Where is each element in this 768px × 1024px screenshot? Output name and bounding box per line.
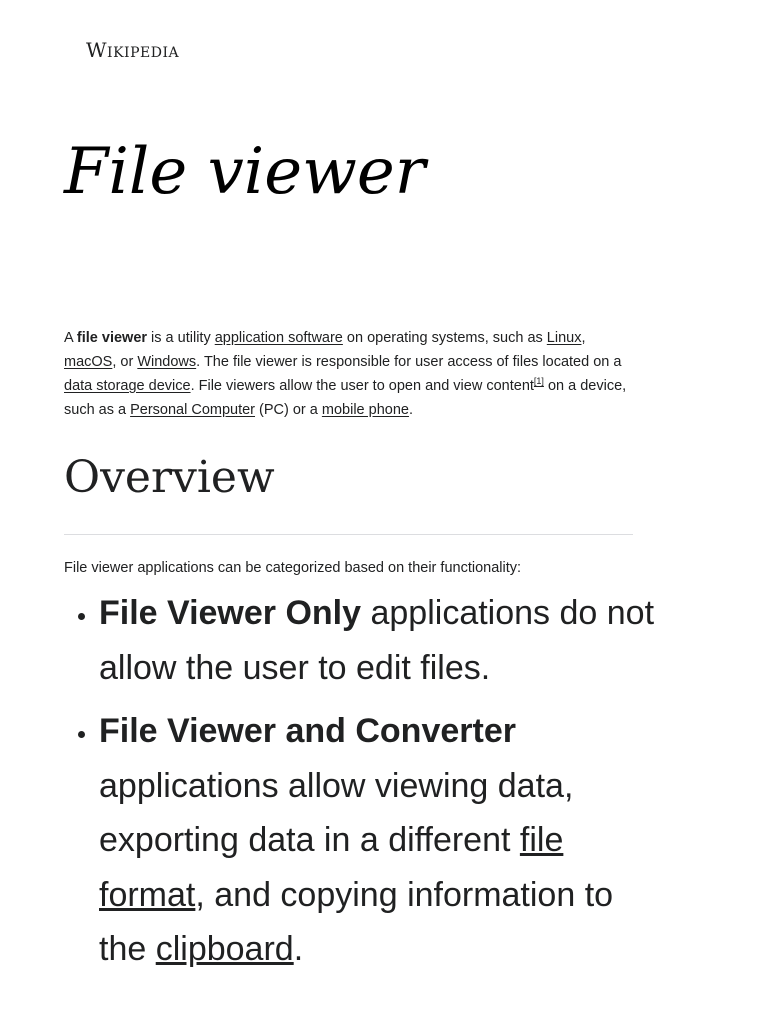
- list-item-term: File Viewer and Converter: [99, 712, 516, 750]
- intro-text: on operating systems, such as: [342, 330, 547, 346]
- intro-text: (PC) or a: [255, 402, 322, 418]
- list-item: [99, 704, 659, 977]
- intro-text: .: [408, 402, 413, 418]
- citation-link[interactable]: [1]: [533, 376, 544, 387]
- category-list: [64, 586, 659, 986]
- list-item-text: .: [293, 930, 304, 968]
- link-data-storage-device[interactable]: data storage device: [64, 378, 191, 394]
- section-divider: [64, 534, 633, 535]
- overview-lead-in: File viewer applications can be categorized based on their functionality:: [64, 560, 522, 576]
- link-file-format[interactable]: file format: [99, 821, 564, 914]
- list-item-text: applications allow viewing data, exporting data in a different: [99, 766, 574, 859]
- section-heading-overview: Overview: [64, 452, 275, 503]
- list-item-text: , and copying information to the: [99, 875, 614, 968]
- list-item-text: applications do not allow the user to edit files.: [99, 594, 655, 687]
- page-title: File viewer: [64, 135, 426, 209]
- intro-text: . The file viewer is responsible for user access of files located on a: [196, 354, 622, 370]
- intro-term: file viewer: [76, 330, 148, 346]
- intro-text: ,: [581, 330, 586, 346]
- intro-text: A: [64, 330, 77, 346]
- link-linux[interactable]: Linux: [546, 330, 582, 346]
- link-personal-computer[interactable]: Personal Computer: [130, 402, 256, 418]
- list-item: [99, 586, 659, 695]
- intro-text: . File viewers allow the user to open and view content: [190, 378, 534, 394]
- intro-text: on a device, such as a: [64, 378, 627, 418]
- wikipedia-logo[interactable]: Wikipedia: [86, 38, 180, 62]
- intro-paragraph: [64, 326, 639, 422]
- intro-text: is a utility: [147, 330, 215, 346]
- link-macos[interactable]: macOS: [64, 354, 113, 370]
- link-clipboard[interactable]: clipboard: [155, 930, 294, 968]
- intro-text: , or: [112, 354, 138, 370]
- link-mobile-phone[interactable]: mobile phone: [321, 402, 409, 418]
- list-item-term: File Viewer Only: [99, 594, 362, 632]
- link-application-software[interactable]: application software: [214, 330, 343, 346]
- link-windows[interactable]: Windows: [137, 354, 197, 370]
